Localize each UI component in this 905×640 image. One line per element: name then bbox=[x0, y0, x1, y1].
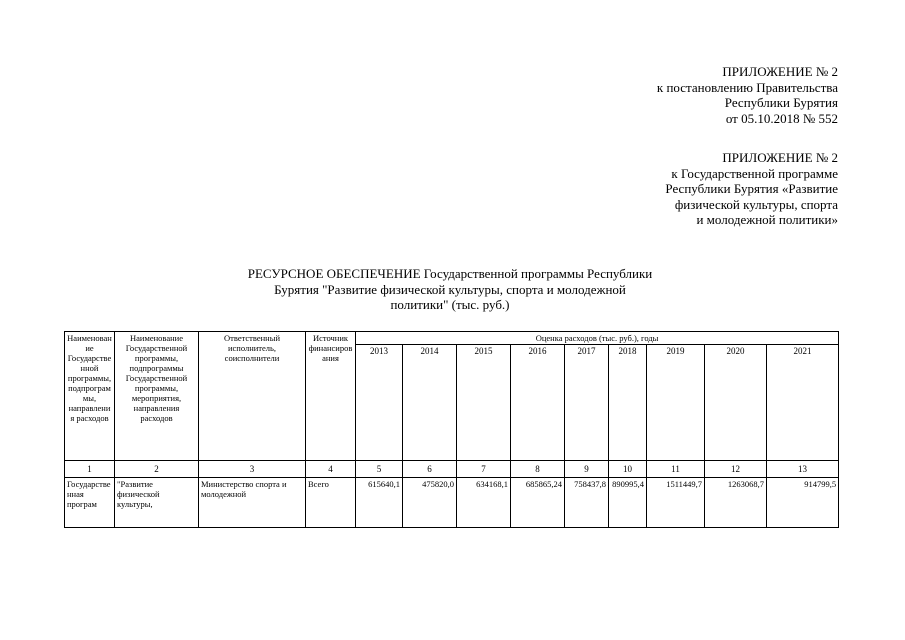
column-number: 11 bbox=[647, 461, 705, 478]
row-value: 1511449,7 bbox=[647, 478, 705, 528]
row-source: Всего bbox=[306, 478, 356, 528]
year-cell: 2015 bbox=[457, 345, 511, 461]
resource-table bbox=[64, 331, 839, 528]
header-col-3: Ответственный исполнитель, соисполнители bbox=[199, 332, 306, 461]
appendix-1-line: Республики Бурятия bbox=[724, 95, 838, 110]
row-name: Государственная програм bbox=[65, 478, 115, 528]
row-value: 890995,4 bbox=[609, 478, 647, 528]
year-cell: 2016 bbox=[511, 345, 565, 461]
appendix-1-line: к постановлению Правительства bbox=[656, 79, 838, 95]
table-row bbox=[65, 478, 839, 528]
header-col-1: Наименование Государственной программы, подпрограммы, направления расходов bbox=[65, 332, 115, 461]
column-number: 13 bbox=[767, 461, 839, 478]
appendix-2-line: ПРИЛОЖЕНИЕ № 2 bbox=[722, 150, 838, 165]
header-col-2: Наименование Государственной программы, подпрограммы Государственной программы, мероприятия, направления расходов bbox=[115, 332, 199, 461]
column-number: 8 bbox=[511, 461, 565, 478]
title-line: политики" (тыс. руб.) bbox=[390, 297, 510, 312]
appendix-1-line: ПРИЛОЖЕНИЕ № 2 bbox=[722, 64, 838, 79]
column-numbers-row bbox=[65, 461, 839, 478]
row-value: 914799,5 bbox=[767, 478, 839, 528]
year-cell: 2019 bbox=[647, 345, 705, 461]
appendix-2-line: к Государственной программе bbox=[671, 165, 838, 181]
column-number: 12 bbox=[705, 461, 767, 478]
header-estimate: Оценка расходов (тыс. руб.), годы bbox=[356, 332, 839, 345]
appendix-2-line: Республики Бурятия «Развитие bbox=[665, 181, 838, 196]
year-cell: 2013 bbox=[356, 345, 403, 461]
column-number: 5 bbox=[356, 461, 403, 478]
column-number: 10 bbox=[609, 461, 647, 478]
column-number: 6 bbox=[403, 461, 457, 478]
column-number: 2 bbox=[115, 461, 199, 478]
row-program: "Развитие физической культуры, bbox=[115, 478, 199, 528]
appendix-block-2 bbox=[665, 150, 838, 228]
row-executor: Министерство спорта и молодежной bbox=[199, 478, 306, 528]
appendix-block-1 bbox=[657, 64, 838, 126]
row-value: 1263068,7 bbox=[705, 478, 767, 528]
year-cell: 2018 bbox=[609, 345, 647, 461]
appendix-2-line: физической культуры, спорта bbox=[674, 196, 838, 212]
document-title bbox=[190, 266, 710, 313]
appendix-1-line: от 05.10.2018 № 552 bbox=[725, 110, 838, 126]
column-number: 7 bbox=[457, 461, 511, 478]
column-number: 4 bbox=[306, 461, 356, 478]
row-value: 685865,24 bbox=[511, 478, 565, 528]
row-value: 475820,0 bbox=[403, 478, 457, 528]
header-row bbox=[65, 332, 839, 345]
row-value: 615640,1 bbox=[356, 478, 403, 528]
header-col-4: Источник финансирования bbox=[306, 332, 356, 461]
title-line: Бурятия "Развитие физической культуры, спорта и молодежной bbox=[274, 281, 626, 297]
column-number: 9 bbox=[565, 461, 609, 478]
year-cell: 2020 bbox=[705, 345, 767, 461]
row-value: 758437,8 bbox=[565, 478, 609, 528]
title-line: РЕСУРСНОЕ ОБЕСПЕЧЕНИЕ Государственной программы Республики bbox=[247, 266, 653, 281]
year-cell: 2021 bbox=[767, 345, 839, 461]
column-number: 3 bbox=[199, 461, 306, 478]
year-cell: 2017 bbox=[565, 345, 609, 461]
row-value: 634168,1 bbox=[457, 478, 511, 528]
year-cell: 2014 bbox=[403, 345, 457, 461]
column-number: 1 bbox=[65, 461, 115, 478]
appendix-2-line: и молодежной политики» bbox=[696, 212, 838, 227]
